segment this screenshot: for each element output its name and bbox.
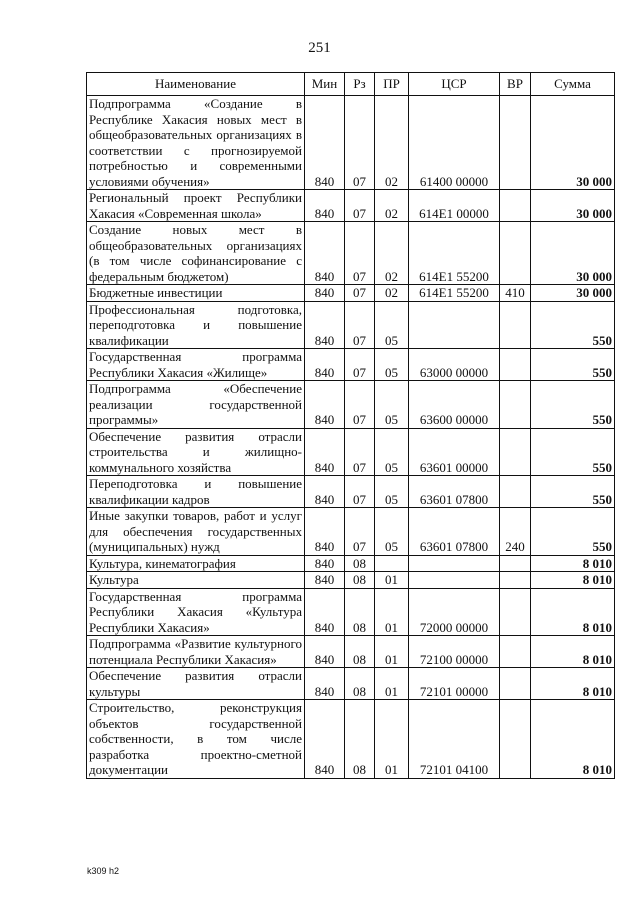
- table-row: [87, 190, 615, 222]
- cell-sum: 8 010: [531, 668, 615, 700]
- cell-name: Обеспечение развития отрасли культуры: [87, 668, 305, 700]
- page-number: 251: [308, 40, 331, 56]
- header-rz: Рз: [345, 73, 375, 96]
- cell-min: 840: [305, 572, 345, 589]
- cell-sum: 8 010: [531, 588, 615, 636]
- table-row: [87, 96, 615, 190]
- cell-min: 840: [305, 700, 345, 779]
- cell-pr: 01: [375, 588, 409, 636]
- cell-pr: 02: [375, 96, 409, 190]
- cell-vr: 410: [500, 285, 531, 302]
- cell-sum: 8 010: [531, 572, 615, 589]
- cell-csr: 72101 04100: [409, 700, 500, 779]
- cell-name: Подпрограмма «Создание в Республике Хакасия новых мест в общеобразовательных организациях в соответствии с прогнозируемой потребностью и современными условиями обучения»: [87, 96, 305, 190]
- header-csr: ЦСР: [409, 73, 500, 96]
- cell-csr: [409, 301, 500, 349]
- cell-min: 840: [305, 588, 345, 636]
- cell-name: Создание новых мест в общеобразовательных организациях (в том числе софинансирование с федеральным бюджетом): [87, 222, 305, 285]
- cell-vr: 240: [500, 508, 531, 556]
- cell-rz: 07: [345, 381, 375, 429]
- cell-rz: 07: [345, 190, 375, 222]
- cell-sum: 550: [531, 476, 615, 508]
- cell-min: 840: [305, 96, 345, 190]
- table-row: [87, 636, 615, 668]
- cell-min: 840: [305, 636, 345, 668]
- cell-pr: 05: [375, 349, 409, 381]
- header-name: Наименование: [87, 73, 305, 96]
- cell-csr: 614E1 55200: [409, 222, 500, 285]
- cell-min: 840: [305, 285, 345, 302]
- cell-csr: 63000 00000: [409, 349, 500, 381]
- cell-csr: 63601 07800: [409, 508, 500, 556]
- cell-name: Культура, кинематография: [87, 555, 305, 572]
- cell-name: Региональный проект Республики Хакасия «Современная школа»: [87, 190, 305, 222]
- table-row: [87, 700, 615, 779]
- cell-name: Профессиональная подготовка, переподготовка и повышение квалификации: [87, 301, 305, 349]
- cell-rz: 08: [345, 700, 375, 779]
- table-row: [87, 572, 615, 589]
- cell-sum: 550: [531, 381, 615, 429]
- cell-sum: 8 010: [531, 636, 615, 668]
- cell-min: 840: [305, 555, 345, 572]
- cell-min: 840: [305, 381, 345, 429]
- cell-rz: 08: [345, 555, 375, 572]
- cell-name: Переподготовка и повышение квалификации кадров: [87, 476, 305, 508]
- cell-rz: 07: [345, 96, 375, 190]
- cell-pr: 01: [375, 636, 409, 668]
- cell-rz: 07: [345, 301, 375, 349]
- cell-sum: 30 000: [531, 190, 615, 222]
- cell-vr: [500, 588, 531, 636]
- cell-rz: 07: [345, 222, 375, 285]
- cell-sum: 30 000: [531, 222, 615, 285]
- cell-vr: [500, 636, 531, 668]
- cell-rz: 08: [345, 572, 375, 589]
- table-body: [87, 96, 615, 779]
- cell-rz: 07: [345, 476, 375, 508]
- cell-sum: 550: [531, 301, 615, 349]
- header-pr: ПР: [375, 73, 409, 96]
- cell-min: 840: [305, 668, 345, 700]
- cell-vr: [500, 301, 531, 349]
- cell-vr: [500, 700, 531, 779]
- table-row: [87, 222, 615, 285]
- cell-vr: [500, 190, 531, 222]
- cell-csr: 72101 00000: [409, 668, 500, 700]
- table-header-row: [87, 73, 615, 96]
- cell-name: Подпрограмма «Развитие культурного потенциала Республики Хакасия»: [87, 636, 305, 668]
- cell-vr: [500, 428, 531, 476]
- cell-name: Культура: [87, 572, 305, 589]
- cell-pr: 02: [375, 190, 409, 222]
- cell-csr: 61400 00000: [409, 96, 500, 190]
- cell-pr: 05: [375, 381, 409, 429]
- header-vr: ВР: [500, 73, 531, 96]
- cell-rz: 07: [345, 428, 375, 476]
- cell-csr: 63600 00000: [409, 381, 500, 429]
- cell-name: Государственная программа Республики Хакасия «Культура Республики Хакасия»: [87, 588, 305, 636]
- table-row: [87, 349, 615, 381]
- cell-rz: 08: [345, 636, 375, 668]
- cell-sum: 550: [531, 428, 615, 476]
- cell-vr: [500, 381, 531, 429]
- cell-sum: 8 010: [531, 555, 615, 572]
- cell-name: Строительство, реконструкция объектов государственной собственности, в том числе разработка проектно-сметной документации: [87, 700, 305, 779]
- table-row: [87, 668, 615, 700]
- table-row: [87, 285, 615, 302]
- cell-min: 840: [305, 508, 345, 556]
- cell-min: 840: [305, 349, 345, 381]
- cell-pr: 02: [375, 222, 409, 285]
- table-row: [87, 508, 615, 556]
- table-row: [87, 588, 615, 636]
- cell-sum: 30 000: [531, 96, 615, 190]
- cell-name: Государственная программа Республики Хакасия «Жилище»: [87, 349, 305, 381]
- table-row: [87, 301, 615, 349]
- cell-pr: 05: [375, 508, 409, 556]
- header-min: Мин: [305, 73, 345, 96]
- cell-name: Бюджетные инвестиции: [87, 285, 305, 302]
- cell-csr: [409, 572, 500, 589]
- cell-csr: 614E1 55200: [409, 285, 500, 302]
- cell-pr: [375, 555, 409, 572]
- cell-vr: [500, 555, 531, 572]
- cell-pr: 01: [375, 700, 409, 779]
- cell-pr: 02: [375, 285, 409, 302]
- table-row: [87, 555, 615, 572]
- cell-rz: 07: [345, 285, 375, 302]
- cell-pr: 01: [375, 668, 409, 700]
- table-row: [87, 428, 615, 476]
- cell-rz: 08: [345, 588, 375, 636]
- footer-code: k309 h2: [87, 866, 120, 876]
- cell-pr: 05: [375, 301, 409, 349]
- table-row: [87, 381, 615, 429]
- cell-sum: 8 010: [531, 700, 615, 779]
- budget-table: [86, 72, 615, 779]
- cell-sum: 30 000: [531, 285, 615, 302]
- cell-csr: 614E1 00000: [409, 190, 500, 222]
- cell-vr: [500, 222, 531, 285]
- cell-vr: [500, 96, 531, 190]
- cell-name: Обеспечение развития отрасли строительства и жилищно-коммунального хозяйства: [87, 428, 305, 476]
- cell-pr: 01: [375, 572, 409, 589]
- cell-csr: [409, 555, 500, 572]
- cell-sum: 550: [531, 349, 615, 381]
- cell-csr: 63601 00000: [409, 428, 500, 476]
- cell-min: 840: [305, 476, 345, 508]
- cell-rz: 08: [345, 668, 375, 700]
- cell-vr: [500, 572, 531, 589]
- cell-vr: [500, 349, 531, 381]
- cell-sum: 550: [531, 508, 615, 556]
- cell-name: Иные закупки товаров, работ и услуг для обеспечения государственных (муниципальных) нужд: [87, 508, 305, 556]
- cell-pr: 05: [375, 476, 409, 508]
- cell-min: 840: [305, 190, 345, 222]
- cell-vr: [500, 668, 531, 700]
- cell-rz: 07: [345, 349, 375, 381]
- cell-min: 840: [305, 222, 345, 285]
- cell-csr: 72000 00000: [409, 588, 500, 636]
- cell-name: Подпрограмма «Обеспечение реализации государственной программы»: [87, 381, 305, 429]
- table-row: [87, 476, 615, 508]
- cell-min: 840: [305, 301, 345, 349]
- header-sum: Сумма: [531, 73, 615, 96]
- cell-rz: 07: [345, 508, 375, 556]
- cell-csr: 72100 00000: [409, 636, 500, 668]
- cell-pr: 05: [375, 428, 409, 476]
- cell-min: 840: [305, 428, 345, 476]
- cell-vr: [500, 476, 531, 508]
- cell-csr: 63601 07800: [409, 476, 500, 508]
